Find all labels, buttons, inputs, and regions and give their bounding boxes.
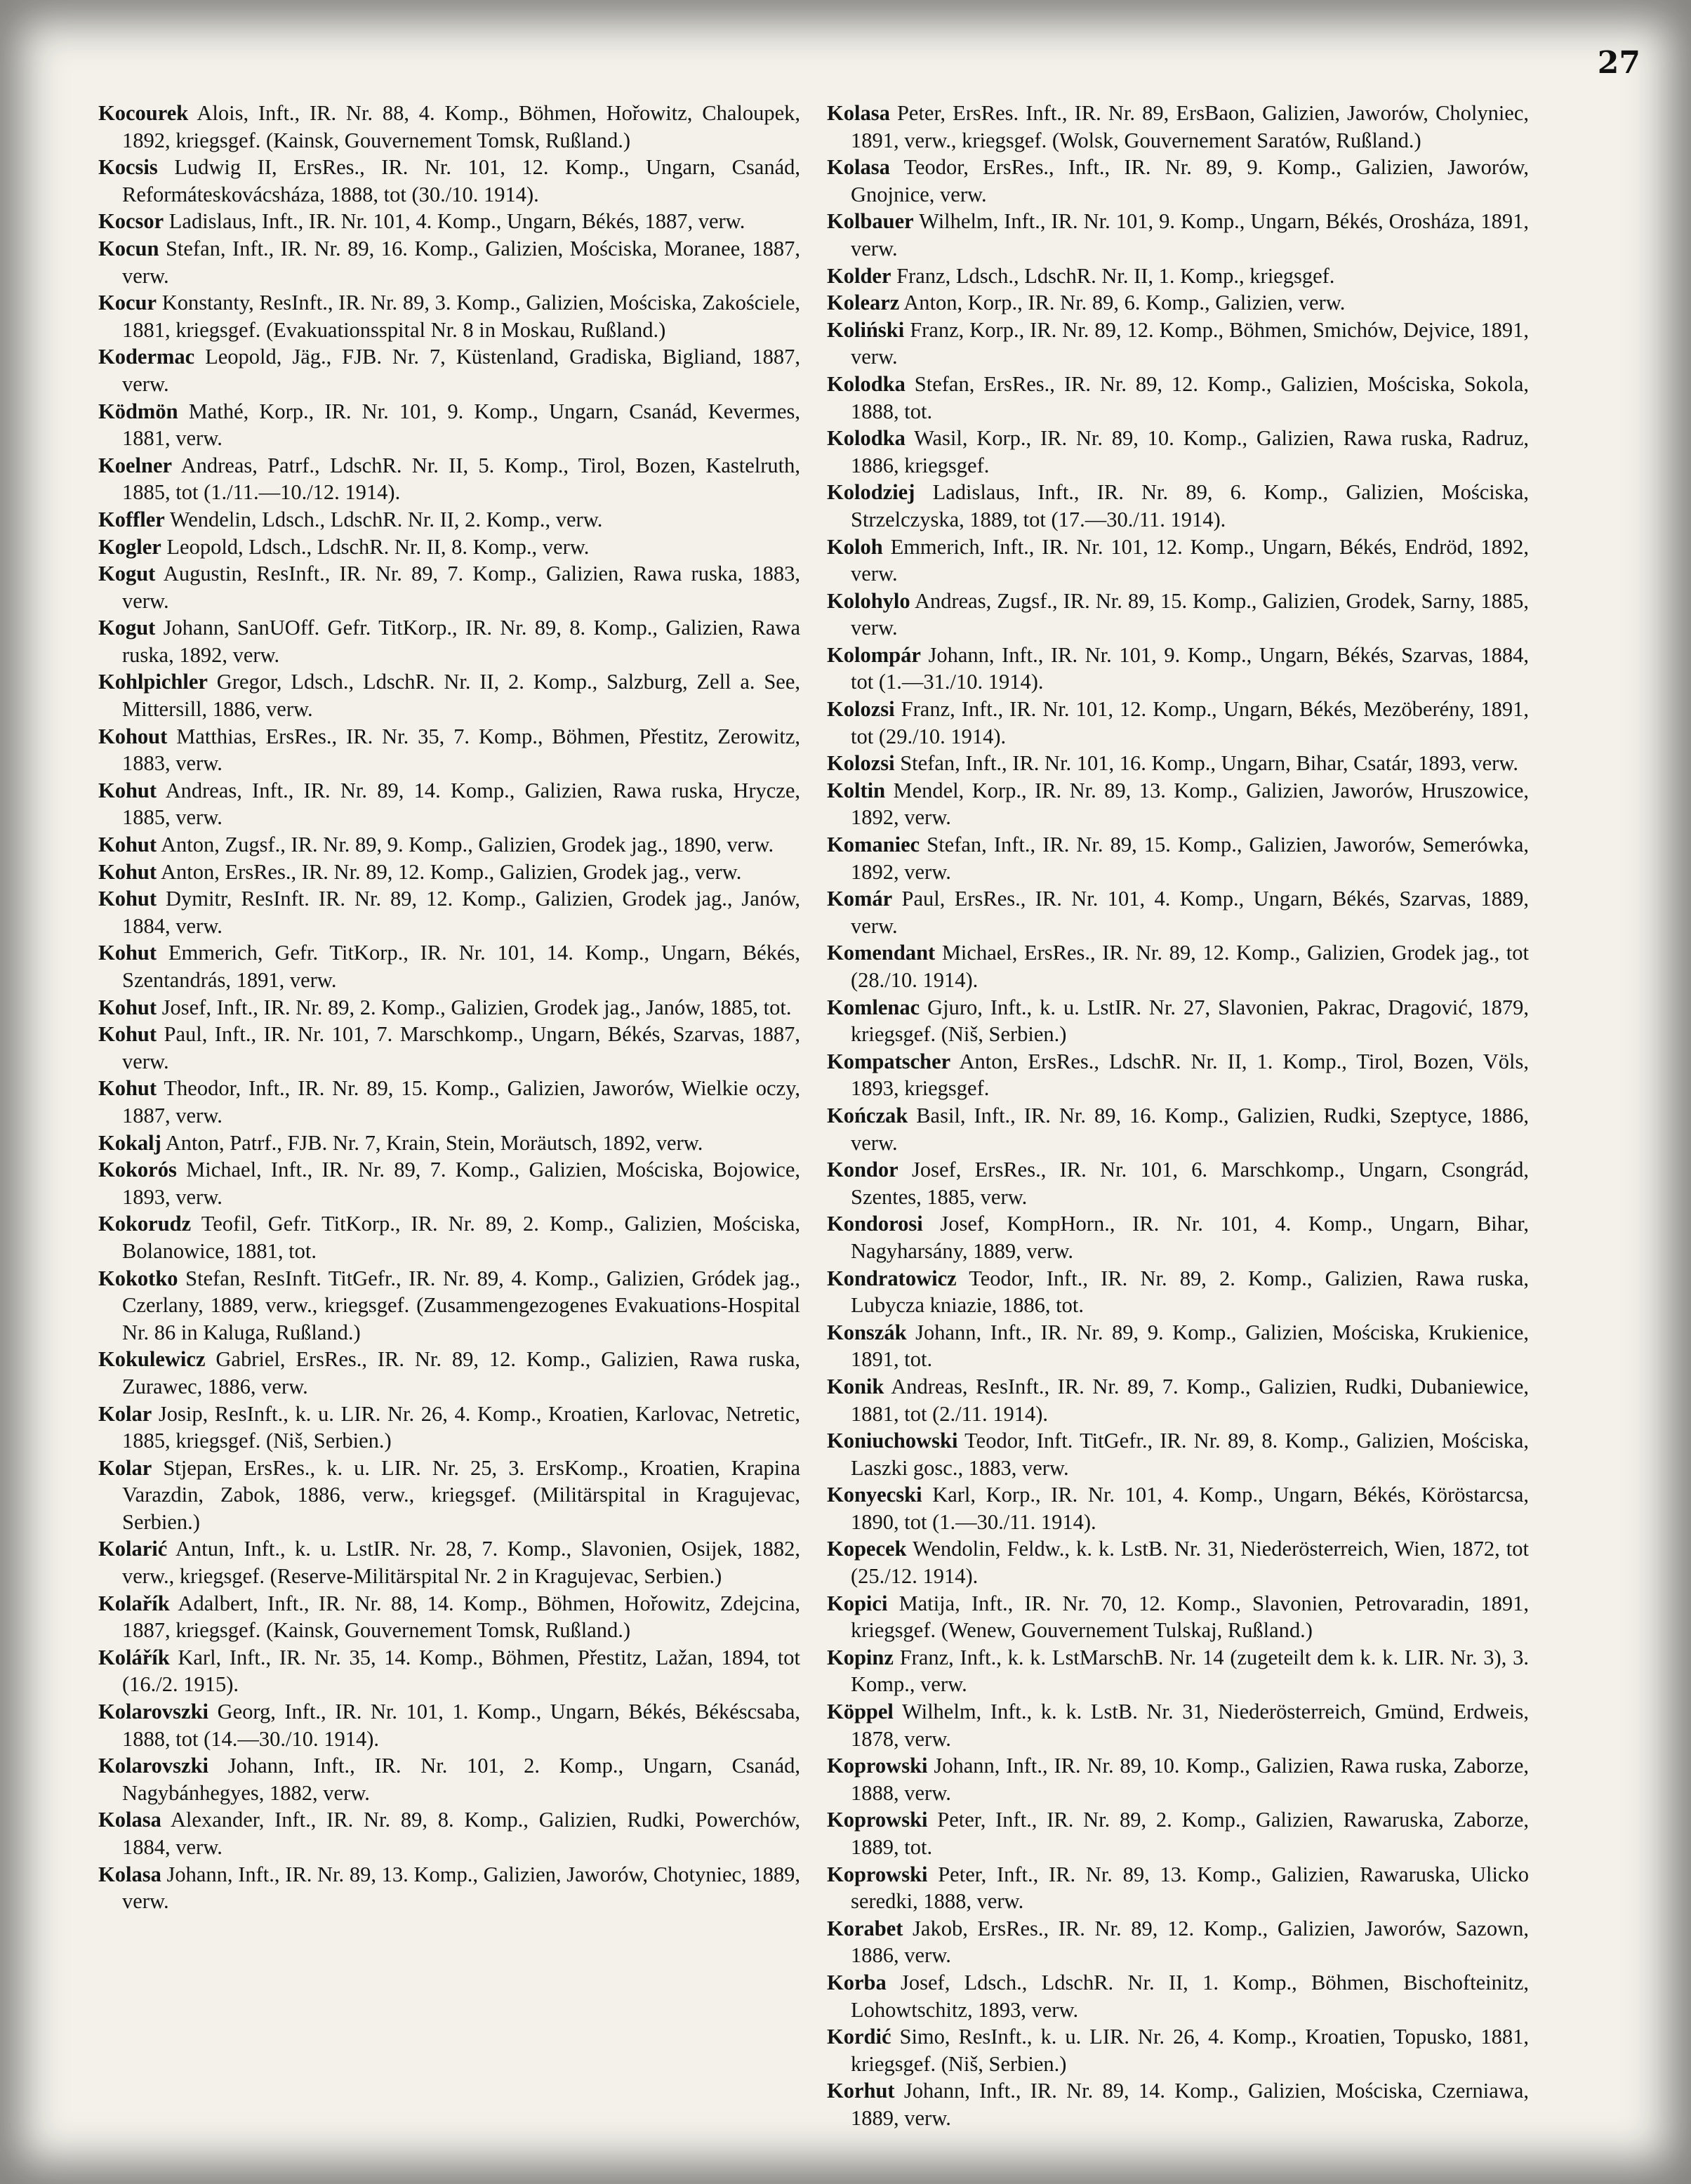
entry-surname: Kolodka [827, 371, 906, 396]
entry-details: Andreas, Zugsf., IR. Nr. 89, 15. Komp., Galizien, Grodek, Sarny, 1885, verw. [851, 588, 1529, 640]
entry-surname: Kolodziej [827, 480, 915, 505]
entry-details: Franz, Korp., IR. Nr. 89, 12. Komp., Böhmen, Smichów, Dejvice, 1891, verw. [851, 317, 1530, 369]
entry-surname: Kogler [98, 534, 161, 559]
entry-surname: Kocsis [98, 155, 158, 180]
register-entry [827, 885, 1529, 939]
register-entry [827, 994, 1529, 1048]
register-entry [827, 1698, 1529, 1752]
register-entry [827, 425, 1529, 479]
entry-details: Leopold, Jäg., FJB. Nr. 7, Küstenland, Gradiska, Bigliand, 1887, verw. [122, 345, 801, 396]
entry-surname: Kokalj [98, 1130, 161, 1155]
register-entry [98, 1021, 800, 1075]
entry-surname: Kolářík [98, 1645, 170, 1669]
entry-details: Wilhelm, Inft., k. k. LstB. Nr. 31, Niederösterreich, Gmünd, Erdweis, 1878, verw. [851, 1700, 1529, 1751]
entry-details: Adalbert, Inft., IR. Nr. 88, 14. Komp., Böhmen, Hořowitz, Zdejcina, 1887, kriegsgef. (Kainsk, Gouvernement Tomsk, Rußland.) [122, 1591, 800, 1643]
entry-details: Karl, Inft., IR. Nr. 35, 14. Komp., Böhmen, Přestitz, Lažan, 1894, tot (16./2. 1915). [122, 1645, 801, 1697]
entry-details: Peter, Inft., IR. Nr. 89, 13. Komp., Galizien, Rawaruska, Ulicko seredki, 1888, verw. [851, 1862, 1529, 1914]
register-entry [827, 1427, 1529, 1481]
entry-surname: Kolearz [827, 291, 900, 315]
entry-surname: Kolařík [98, 1591, 170, 1615]
entry-details: Franz, Ldsch., LdschR. Nr. II, 1. Komp., kriegsgef. [896, 263, 1335, 288]
register-entry [827, 1915, 1529, 1969]
entry-surname: Komaniec [827, 833, 920, 857]
entry-surname: Kokorós [98, 1158, 177, 1182]
register-entry [827, 534, 1529, 588]
register-entry [98, 939, 800, 993]
register-entry [827, 1319, 1529, 1373]
entry-surname: Kolasa [827, 101, 890, 125]
entry-details: Teofil, Gefr. TitKorp., IR. Nr. 89, 2. Komp., Galizien, Mościska, Bolanowice, 1881, tot. [122, 1212, 800, 1263]
entry-surname: Koloh [827, 534, 883, 559]
entry-details: Johann, Inft., IR. Nr. 101, 9. Komp., Ungarn, Békés, Szarvas, 1884, tot (1.—31./10. 1914). [851, 642, 1529, 694]
entry-details: Matthias, ErsRes., IR. Nr. 35, 7. Komp., Böhmen, Přestitz, Zerowitz, 1883, verw. [122, 724, 801, 776]
register-entry [827, 1048, 1529, 1102]
entry-details: Karl, Korp., IR. Nr. 101, 4. Komp., Ungarn, Békés, Köröstarcsa, 1890, tot (1.—30./11. 1914). [851, 1483, 1530, 1534]
register-entry [827, 289, 1529, 317]
register-entry [827, 1752, 1529, 1806]
entry-surname: Koliński [827, 317, 905, 342]
entry-surname: Kohut [98, 995, 157, 1019]
register-entry [98, 1698, 800, 1752]
register-entry [827, 371, 1529, 425]
entry-details: Andreas, Inft., IR. Nr. 89, 14. Komp., Galizien, Rawa ruska, Hrycze, 1885, verw. [122, 778, 800, 830]
entry-surname: Kondratowicz [827, 1266, 957, 1290]
register-entry [98, 885, 800, 939]
entry-surname: Kolozsi [827, 697, 895, 722]
entry-surname: Kondor [827, 1158, 898, 1182]
register-entry [98, 1806, 800, 1860]
entry-details: Ladislaus, Inft., IR. Nr. 101, 4. Komp., Ungarn, Békés, 1887, verw. [168, 209, 745, 234]
entry-surname: Komár [827, 887, 893, 911]
register-entry [98, 1210, 800, 1264]
entry-surname: Konszák [827, 1320, 907, 1344]
register-entry [98, 1075, 800, 1129]
entry-surname: Koprowski [827, 1808, 928, 1832]
register-entry [98, 994, 800, 1021]
entry-details: Theodor, Inft., IR. Nr. 89, 15. Komp., Galizien, Jaworów, Wielkie oczy, 1887, verw. [122, 1076, 800, 1127]
register-entry [827, 2023, 1529, 2077]
register-entry [98, 1590, 800, 1644]
entry-surname: Kolasa [98, 1862, 161, 1886]
entry-details: Stefan, ErsRes., IR. Nr. 89, 12. Komp., Galizien, Mościska, Sokola, 1888, tot. [851, 371, 1530, 423]
entry-surname: Konyecski [827, 1483, 922, 1507]
register-entry [98, 1401, 800, 1455]
register-entry [98, 831, 800, 859]
entry-surname: Kordić [827, 2025, 891, 2049]
page-number: 27 [1597, 45, 1640, 81]
register-entry [98, 100, 800, 154]
entry-surname: Kompatscher [827, 1049, 951, 1073]
entry-details: Stjepan, ErsRes., k. u. LIR. Nr. 25, 3. ErsKomp., Kroatien, Krapina Varazdin, Zabok, 1886, verw., kriegsgef. (Militärspital in Kragujevac, Serbien.) [122, 1455, 800, 1534]
entry-details: Paul, Inft., IR. Nr. 101, 7. Marschkomp., Ungarn, Békés, Szarvas, 1887, verw. [122, 1022, 800, 1073]
register-entry [98, 1265, 800, 1346]
register-entry [98, 235, 800, 289]
entry-details: Simo, ResInft., k. u. LIR. Nr. 26, 4. Komp., Kroatien, Topusko, 1881, kriegsgef. (Niš, Serbien.) [851, 2025, 1530, 2076]
entry-details: Peter, ErsRes. Inft., IR. Nr. 89, ErsBaon, Galizien, Jaworów, Cholyniec, 1891, verw., kriegsgef. (Wolsk, Gouvernement Saratów, Rußland.) [851, 101, 1529, 152]
entry-details: Johann, Inft., IR. Nr. 101, 2. Komp., Ungarn, Csanád, Nagybánhegyes, 1882, verw. [122, 1754, 801, 1805]
entry-surname: Koniuchowski [827, 1429, 958, 1453]
entry-surname: Kolohylo [827, 588, 910, 613]
register-entry [98, 398, 800, 452]
entry-details: Josef, Ldsch., LdschR. Nr. II, 1. Komp., Böhmen, Bischofteinitz, Lohowtschitz, 1893, verw. [851, 1970, 1529, 2022]
register-entry [827, 1481, 1529, 1535]
entry-details: Teodor, ErsRes., Inft., IR. Nr. 89, 9. Komp., Galizien, Jaworów, Gnojnice, verw. [851, 155, 1529, 206]
entry-surname: Kokulewicz [98, 1347, 206, 1372]
entry-surname: Komlenac [827, 995, 920, 1019]
register-entry [827, 831, 1529, 885]
register-entry [827, 100, 1529, 154]
entry-surname: Kokotko [98, 1266, 178, 1290]
entry-details: Johann, Inft., IR. Nr. 89, 10. Komp., Galizien, Rawa ruska, Zaborze, 1888, verw. [851, 1754, 1529, 1805]
entry-details: Georg, Inft., IR. Nr. 101, 1. Komp., Ungarn, Békés, Békéscsaba, 1888, tot (14.—30./10. 1914). [122, 1700, 801, 1751]
entry-surname: Kocsor [98, 209, 164, 234]
entry-details: Anton, Korp., IR. Nr. 89, 6. Komp., Galizien, verw. [903, 291, 1346, 315]
entry-details: Alois, Inft., IR. Nr. 88, 4. Komp., Böhmen, Hořowitz, Chaloupek, 1892, kriegsgef. (Kainsk, Gouvernement Tomsk, Rußland.) [122, 101, 800, 152]
entry-surname: Kopinz [827, 1645, 894, 1669]
register-entry [98, 668, 800, 722]
entry-surname: Kocun [98, 236, 159, 260]
entry-details: Josef, Inft., IR. Nr. 89, 2. Komp., Galizien, Grodek jag., Janów, 1885, tot. [161, 995, 792, 1019]
right-column [827, 100, 1529, 2132]
register-entry [827, 939, 1529, 993]
register-entry [98, 506, 800, 534]
entry-details: Leopold, Ldsch., LdschR. Nr. II, 8. Komp., verw. [166, 534, 590, 559]
entry-surname: Kolodka [827, 426, 906, 451]
entry-surname: Kohut [98, 833, 157, 857]
entry-surname: Koelner [98, 453, 173, 477]
entry-details: Matija, Inft., IR. Nr. 70, 12. Komp., Slavonien, Petrovaradin, 1891, kriegsgef. (Wenew, Gouvernement Tulskaj, Rußland.) [851, 1591, 1529, 1643]
entry-surname: Kohut [98, 778, 157, 802]
entry-details: Emmerich, Inft., IR. Nr. 101, 12. Komp., Ungarn, Békés, Endröd, 1892, verw. [851, 534, 1530, 586]
entry-surname: Kohut [98, 941, 157, 965]
register-entry [827, 263, 1529, 290]
register-entry [98, 560, 800, 614]
register-entry [827, 2077, 1529, 2131]
entry-surname: Kolder [827, 263, 891, 288]
register-entry [827, 208, 1529, 262]
entry-surname: Kolarić [98, 1537, 168, 1561]
entry-surname: Kopici [827, 1591, 888, 1615]
entry-surname: Koprowski [827, 1754, 928, 1778]
register-entry [98, 208, 800, 235]
register-entry [98, 1156, 800, 1210]
entry-surname: Kohut [98, 1076, 157, 1101]
register-entry [98, 289, 800, 343]
entry-details: Josef, ErsRes., IR. Nr. 101, 6. Marschkomp., Ungarn, Csongrád, Szentes, 1885, verw. [851, 1158, 1529, 1209]
entry-details: Teodor, Inft. TitGefr., IR. Nr. 89, 8. Komp., Galizien, Mościska, Laszki gosc., 1883, verw. [851, 1429, 1529, 1480]
entry-surname: Kohut [98, 859, 157, 884]
entry-surname: Korba [827, 1970, 887, 1994]
entry-details: Anton, ErsRes., IR. Nr. 89, 12. Komp., Galizien, Grodek jag., verw. [161, 859, 742, 884]
entry-surname: Kohlpichler [98, 670, 208, 694]
entry-details: Stefan, ResInft. TitGefr., IR. Nr. 89, 4. Komp., Galizien, Gródek jag., Czerlany, 1889, verw., kriegsgef. (Zusammengezogenes Evakuations-Hospital Nr. 86 in Kaluga, Rußland.) [122, 1266, 801, 1344]
entry-details: Johann, SanUOff. Gefr. TitKorp., IR. Nr. 89, 8. Komp., Galizien, Rawa ruska, 1892, verw. [122, 616, 800, 667]
entry-details: Anton, Patrf., FJB. Nr. 7, Krain, Stein, Moräutsch, 1892, verw. [165, 1130, 703, 1155]
entry-surname: Kogut [98, 562, 156, 586]
entry-surname: Komendant [827, 941, 936, 965]
register-entry [827, 154, 1529, 208]
entry-surname: Kończak [827, 1103, 908, 1127]
register-entry [827, 1373, 1529, 1427]
entry-details: Johann, Inft., IR. Nr. 89, 9. Komp., Galizien, Mościska, Krukienice, 1891, tot. [851, 1320, 1529, 1372]
entry-details: Basil, Inft., IR. Nr. 89, 16. Komp., Galizien, Rudki, Szeptyce, 1886, verw. [851, 1103, 1530, 1155]
entry-details: Antun, Inft., k. u. LstIR. Nr. 28, 7. Komp., Slavonien, Osijek, 1882, verw., kriegsgef. (Reserve-Militärspital Nr. 2 in Kragujevac, Serbien.) [122, 1537, 800, 1589]
register-entry [98, 614, 800, 668]
entry-surname: Kolar [98, 1455, 152, 1480]
register-entry [827, 1806, 1529, 1860]
entry-details: Johann, Inft., IR. Nr. 89, 14. Komp., Galizien, Mościska, Czerniawa, 1889, verw. [851, 2079, 1530, 2130]
entry-surname: Kopecek [827, 1537, 907, 1561]
entry-details: Andreas, Patrf., LdschR. Nr. II, 5. Komp., Tirol, Bozen, Kastelruth, 1885, tot (1./11.—10./12. 1914). [122, 453, 800, 505]
entry-surname: Köppel [827, 1700, 894, 1724]
register-entry [827, 1861, 1529, 1915]
register-entry [98, 1130, 800, 1157]
entry-details: Franz, Inft., k. k. LstMarschB. Nr. 14 (zugeteilt dem k. k. LIR. Nr. 3), 3. Komp., verw. [851, 1645, 1529, 1697]
register-entry [827, 1210, 1529, 1264]
entry-details: Mendel, Korp., IR. Nr. 89, 13. Komp., Galizien, Jaworów, Hruszowice, 1892, verw. [851, 778, 1530, 830]
entry-details: Johann, Inft., IR. Nr. 89, 13. Komp., Galizien, Jaworów, Chotyniec, 1889, verw. [122, 1862, 800, 1914]
entry-surname: Kohut [98, 887, 157, 911]
register-entry [827, 1265, 1529, 1319]
entry-details: Peter, Inft., IR. Nr. 89, 2. Komp., Galizien, Rawaruska, Zaborze, 1889, tot. [851, 1808, 1530, 1859]
register-entry [98, 154, 800, 208]
entry-details: Michael, ErsRes., IR. Nr. 89, 12. Komp., Galizien, Grodek jag., tot (28./10. 1914). [851, 941, 1530, 992]
register-entry [827, 750, 1529, 777]
entry-surname: Kolompár [827, 642, 921, 667]
register-entry [827, 1590, 1529, 1644]
entry-details: Josef, KompHorn., IR. Nr. 101, 4. Komp., Ungarn, Bihar, Nagyharsány, 1889, verw. [851, 1212, 1529, 1263]
register-entry [827, 1535, 1529, 1589]
register-entry [98, 777, 800, 831]
entry-details: Mathé, Korp., IR. Nr. 101, 9. Komp., Ungarn, Csanád, Kevermes, 1881, verw. [122, 399, 801, 451]
register-entry [98, 1752, 800, 1806]
entry-surname: Ködmön [98, 399, 178, 423]
entry-details: Jakob, ErsRes., IR. Nr. 89, 12. Komp., Galizien, Jaworów, Sazown, 1886, verw. [851, 1916, 1529, 1968]
entry-details: Ladislaus, Inft., IR. Nr. 89, 6. Komp., Galizien, Mościska, Strzelczyska, 1889, tot (17.—30./11. 1914). [851, 480, 1529, 531]
entry-details: Augustin, ResInft., IR. Nr. 89, 7. Komp., Galizien, Rawa ruska, 1883, verw. [122, 562, 800, 613]
register-entry [98, 723, 800, 777]
entry-details: Gabriel, ErsRes., IR. Nr. 89, 12. Komp., Galizien, Rawa ruska, Zurawec, 1886, verw. [122, 1347, 800, 1398]
register-entry [98, 1346, 800, 1400]
entry-details: Andreas, ResInft., IR. Nr. 89, 7. Komp., Galizien, Rudki, Dubaniewice, 1881, tot (2./11. 1914). [851, 1374, 1529, 1426]
entry-details: Wilhelm, Inft., IR. Nr. 101, 9. Komp., Ungarn, Békés, Orosháza, 1891, verw. [851, 209, 1529, 260]
entry-details: Michael, Inft., IR. Nr. 89, 7. Komp., Galizien, Mościska, Bojowice, 1893, verw. [122, 1158, 801, 1209]
entry-surname: Kolasa [827, 155, 890, 180]
register-entry [98, 452, 800, 506]
register-entry [827, 588, 1529, 642]
entry-details: Wendelin, Ldsch., LdschR. Nr. II, 2. Komp., verw. [169, 507, 603, 531]
entry-details: Alexander, Inft., IR. Nr. 89, 8. Komp., Galizien, Rudki, Powerchów, 1884, verw. [122, 1808, 800, 1859]
entry-details: Emmerich, Gefr. TitKorp., IR. Nr. 101, 14. Komp., Ungarn, Békés, Szentandrás, 1891, verw. [122, 941, 801, 992]
entry-surname: Kolasa [98, 1808, 161, 1832]
entry-surname: Koltin [827, 778, 886, 802]
entry-surname: Konik [827, 1374, 884, 1398]
entry-details: Anton, Zugsf., IR. Nr. 89, 9. Komp., Galizien, Grodek jag., 1890, verw. [161, 833, 774, 857]
entry-surname: Korabet [827, 1916, 903, 1940]
entry-surname: Kocourek [98, 101, 189, 125]
entry-details: Anton, ErsRes., LdschR. Nr. II, 1. Komp., Tirol, Bozen, Völs, 1893, kriegsgef. [851, 1049, 1529, 1101]
register-entry [98, 534, 800, 561]
entry-surname: Kolarovszki [98, 1754, 209, 1778]
register-entry [98, 1455, 800, 1536]
left-column [98, 100, 800, 1915]
entry-details: Ludwig II, ErsRes., IR. Nr. 101, 12. Komp., Ungarn, Csanád, Reformáteskovácsháza, 1888, tot (30./10. 1914). [122, 155, 801, 206]
entry-surname: Kohout [98, 724, 168, 748]
entry-details: Stefan, Inft., IR. Nr. 89, 15. Komp., Galizien, Jaworów, Semerówka, 1892, verw. [851, 833, 1529, 884]
register-entry [98, 1861, 800, 1915]
entry-surname: Kogut [98, 616, 156, 640]
register-entry [827, 642, 1529, 696]
register-entry [827, 1644, 1529, 1698]
entry-surname: Korhut [827, 2079, 895, 2103]
entry-details: Dymitr, ResInft. IR. Nr. 89, 12. Komp., Galizien, Grodek jag., Janów, 1884, verw. [122, 887, 801, 938]
entry-details: Stefan, Inft., IR. Nr. 101, 16. Komp., Ungarn, Bihar, Csatár, 1893, verw. [900, 751, 1518, 776]
entry-surname: Kondorosi [827, 1212, 923, 1236]
entry-surname: Kolbauer [827, 209, 914, 234]
register-entry [98, 343, 800, 397]
entry-details: Franz, Inft., IR. Nr. 101, 12. Komp., Ungarn, Békés, Mezöberény, 1891, tot (29./10. 1914). [851, 697, 1529, 748]
entry-details: Wasil, Korp., IR. Nr. 89, 10. Komp., Galizien, Rawa ruska, Radruz, 1886, kriegsgef. [851, 426, 1530, 477]
entry-surname: Kolar [98, 1401, 152, 1426]
register-entry [98, 859, 800, 886]
register-entry [98, 1535, 800, 1589]
entry-surname: Koffler [98, 507, 165, 531]
entry-details: Gregor, Ldsch., LdschR. Nr. II, 2. Komp., Salzburg, Zell a. See, Mittersill, 1886, verw. [122, 670, 801, 722]
entry-details: Gjuro, Inft., k. u. LstIR. Nr. 27, Slavonien, Pakrac, Dragović, 1879, kriegsgef. (Niš, Serbien.) [851, 995, 1530, 1047]
entry-surname: Koprowski [827, 1862, 928, 1886]
register-entry [827, 696, 1529, 750]
entry-surname: Kohut [98, 1022, 157, 1047]
entry-surname: Kolarovszki [98, 1700, 209, 1724]
entry-details: Wendolin, Feldw., k. k. LstB. Nr. 31, Niederösterreich, Wien, 1872, tot (25./12. 1914). [851, 1537, 1529, 1589]
entry-details: Josip, ResInft., k. u. LIR. Nr. 26, 4. Komp., Kroatien, Karlovac, Netretic, 1885, kriegsgef. (Niš, Serbien.) [122, 1401, 800, 1453]
entry-surname: Kodermac [98, 345, 195, 369]
entry-surname: Kolozsi [827, 751, 895, 776]
entry-surname: Kocur [98, 291, 157, 315]
register-entry [827, 777, 1529, 831]
register-entry [827, 317, 1529, 371]
register-entry [827, 1102, 1529, 1156]
entry-details: Teodor, Inft., IR. Nr. 89, 2. Komp., Galizien, Rawa ruska, Lubycza kniazie, 1886, tot. [851, 1266, 1529, 1318]
entry-details: Stefan, Inft., IR. Nr. 89, 16. Komp., Galizien, Mościska, Moranee, 1887, verw. [122, 236, 801, 288]
entry-details: Konstanty, ResInft., IR. Nr. 89, 3. Komp., Galizien, Mościska, Zakościele, 1881, kriegsgef. (Evakuationsspital Nr. 8 in Moskau, Rußland.) [122, 291, 800, 342]
register-entry [827, 479, 1529, 533]
register-entry [827, 1969, 1529, 2023]
register-entry [827, 1156, 1529, 1210]
entry-surname: Kokorudz [98, 1212, 192, 1236]
register-entry [98, 1644, 800, 1698]
entry-details: Paul, ErsRes., IR. Nr. 101, 4. Komp., Ungarn, Békés, Szarvas, 1889, verw. [851, 887, 1529, 938]
